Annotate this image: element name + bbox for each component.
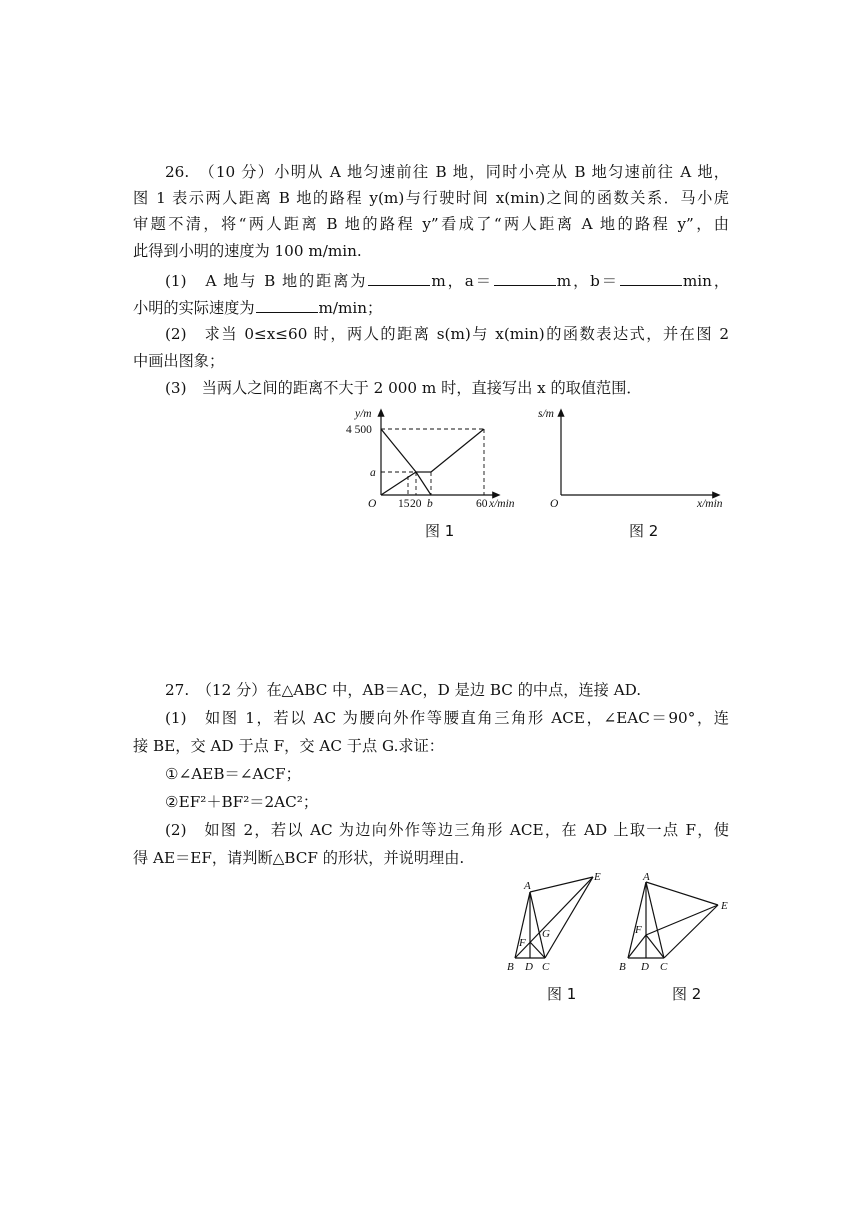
q27-line-4: ①∠AEB＝∠ACF；	[165, 765, 301, 783]
xiaoming-segment-2	[431, 429, 484, 472]
q27-line-1: 27. （12 分）在△ABC 中，AB＝AC，D 是边 BC 的中点，连接 AD.	[165, 681, 642, 699]
q27-figure-1-caption: 图 1	[547, 985, 577, 1003]
q26-part1-text-e: 小明的实际速度为	[133, 299, 255, 317]
q26-part3-line: (3) 当两人之间的距离不大于 2 000 m 时，直接写出 x 的取值范围．	[165, 379, 642, 397]
q27-line-6: (2) 如图 2，若以 AC 为边向外作等边三角形 ACE，在 AD 上取一点 F，使	[165, 821, 729, 839]
q26-part1-text-b: m，a＝	[431, 272, 493, 290]
q26-line-1: 26. （10 分）小明从 A 地匀速前往 B 地，同时小亮从 B 地匀速前往 A 地，	[165, 163, 729, 181]
label-C: C	[660, 961, 668, 973]
xiaoliang-segment-1	[381, 429, 416, 472]
label-G: G	[542, 928, 550, 940]
q27-figure-2-caption: 图 2	[672, 985, 702, 1003]
answer-blank-b	[620, 271, 682, 286]
x-axis-label: x/min	[489, 498, 515, 510]
y-axis-label: s/m	[538, 408, 554, 420]
q27-figure-2	[610, 865, 740, 975]
label-F: F	[519, 937, 526, 949]
origin-label: O	[368, 498, 377, 510]
q26-line-4: 此得到小明的速度为 100 m/min.	[133, 242, 362, 260]
label-C: C	[542, 961, 550, 973]
q27-line-7: 得 AE＝EF，请判断△BCF 的形状，并说明理由.	[133, 849, 465, 867]
tick-label-60: 60	[476, 498, 488, 510]
q26-part1-text-a: (1) A 地与 B 地的距离为	[165, 272, 368, 290]
tick-label-15: 15	[398, 498, 410, 510]
q26-figure-2-caption: 图 2	[629, 522, 659, 540]
xiaoliang-segment-2	[416, 472, 431, 495]
tick-label-20: 20	[410, 498, 422, 510]
answer-blank-a	[494, 271, 556, 286]
q26-part1-text-d: min，	[682, 272, 730, 290]
label-E: E	[721, 900, 728, 912]
q26-part1-text-c: m，b＝	[556, 272, 619, 290]
tick-label-a: a	[370, 467, 376, 479]
q26-figure-1-caption: 图 1	[425, 522, 455, 540]
q27-line-2: (1) 如图 1，若以 AC 为腰向外作等腰直角三角形 ACE，∠EAC＝90°，连	[165, 709, 729, 727]
label-E: E	[594, 871, 601, 883]
y-axis-label: y/m	[355, 408, 372, 420]
q27-figure-1	[500, 865, 610, 975]
q26-line-2: 图 1 表示两人距离 B 地的路程 y(m)与行驶时间 x(min)之间的函数关系．马小虎	[133, 189, 729, 207]
x-axis-label: x/min	[697, 498, 723, 510]
answer-blank-speed	[256, 298, 318, 313]
q26-part1-line-2	[133, 298, 729, 318]
label-D: D	[525, 961, 533, 973]
q27-line-5: ②EF²＋BF²＝2AC²；	[165, 793, 319, 811]
q26-part1-text-f: m/min；	[318, 299, 383, 317]
q26-part1-line	[165, 271, 729, 291]
q27-line-3: 接 BE，交 AD 于点 F，交 AC 于点 G.求证：	[133, 737, 444, 755]
label-B: B	[619, 961, 626, 973]
q26-part2-line-2: 中画出图象；	[133, 352, 225, 370]
q26-figure-1	[330, 400, 530, 515]
label-D: D	[641, 961, 649, 973]
label-B: B	[507, 961, 514, 973]
q26-part2-line-1: (2) 求当 0≤x≤60 时，两人的距离 s(m)与 x(min)的函数表达式，并在图 2	[165, 325, 729, 343]
q26-line-3: 审题不清，将“两人距离 B 地的路程 y”看成了“两人距离 A 地的路程 y”，由	[133, 215, 729, 233]
tick-label-4500: 4 500	[346, 424, 372, 436]
label-A: A	[524, 880, 531, 892]
q26-figure-2	[535, 400, 735, 515]
label-A: A	[643, 871, 650, 883]
label-F: F	[635, 924, 642, 936]
answer-blank-distance	[368, 271, 430, 286]
origin-label: O	[550, 498, 559, 510]
xiaoming-segment-1	[381, 472, 416, 495]
tick-label-b: b	[427, 498, 433, 510]
